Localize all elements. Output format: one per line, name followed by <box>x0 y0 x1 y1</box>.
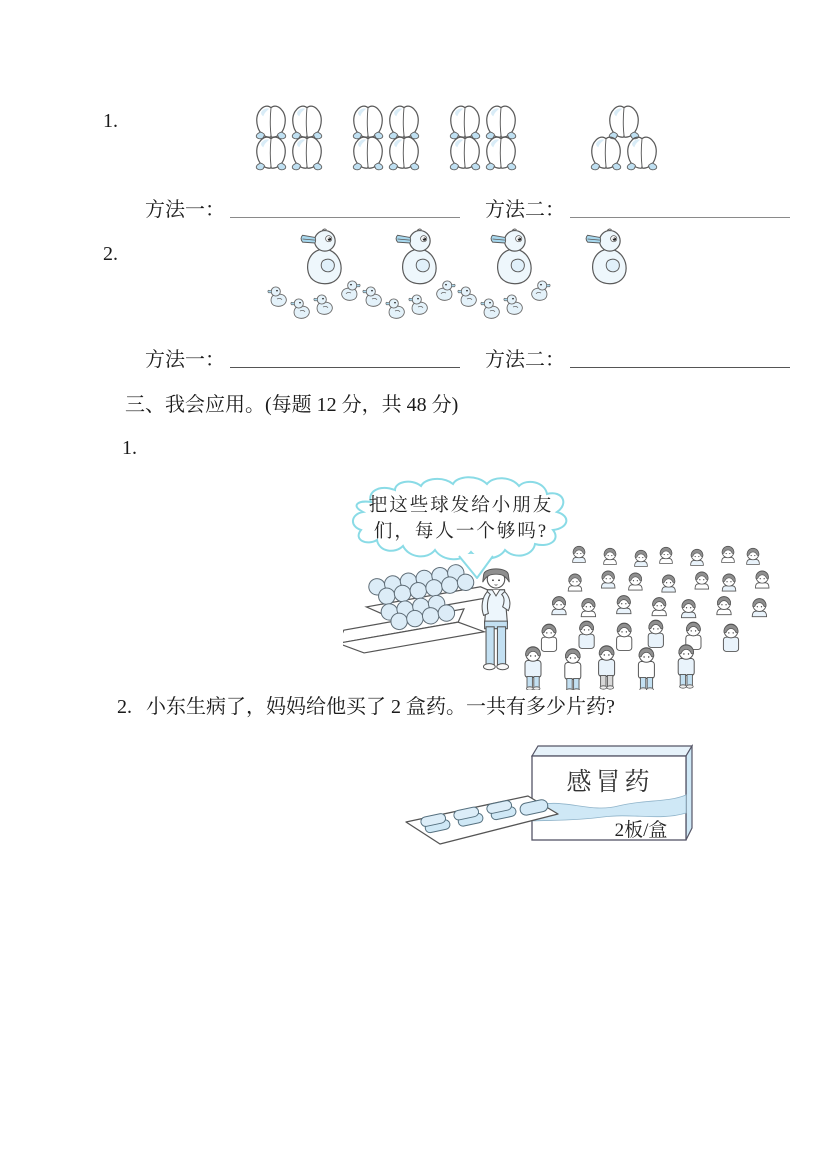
peach-icon <box>587 134 625 172</box>
child-figure <box>617 596 631 614</box>
medicine-box-title: 感冒药 <box>566 769 654 796</box>
method2-label: 方法二： <box>485 199 565 221</box>
child-figure <box>722 574 736 591</box>
app1-number: 1. <box>122 437 137 459</box>
child-figure <box>652 598 666 616</box>
duckling-icon <box>480 296 505 321</box>
child-figure <box>599 646 615 689</box>
method1-label: 方法一： <box>145 199 225 221</box>
peach-group <box>588 103 660 183</box>
peach-group <box>253 103 325 183</box>
duckling-icon <box>336 278 361 303</box>
duck-family-group <box>278 228 373 336</box>
duckling-icon <box>362 284 387 309</box>
child-figure <box>525 647 541 690</box>
child-figure <box>722 546 735 562</box>
duckling-icon <box>457 284 482 309</box>
child-figure <box>552 597 566 615</box>
child-figure <box>752 599 766 617</box>
duckling-icon <box>267 284 292 309</box>
problem2-method-row <box>0 343 827 373</box>
duckling-icon <box>431 278 456 303</box>
mother-duck-icon <box>579 228 639 288</box>
duckling-icon <box>313 292 338 317</box>
child-figure <box>717 597 731 615</box>
child-figure <box>660 547 673 563</box>
child-figure <box>755 571 769 588</box>
duck-family-group <box>468 228 563 336</box>
method1-answer-line <box>230 343 460 368</box>
app2-question-text: 小东生病了，妈妈给他买了 2 盒药。一共有多少片药? <box>146 696 615 718</box>
medicine-box-illustration <box>398 740 700 872</box>
child-figure <box>662 575 676 592</box>
method2-answer-line <box>570 343 790 368</box>
problem1-method-row <box>0 193 827 223</box>
method2-label: 方法二： <box>485 349 565 371</box>
peach-group <box>447 103 519 183</box>
peach-icon <box>623 134 661 172</box>
peach-icon <box>252 134 290 172</box>
child-figure <box>691 549 704 565</box>
speech-line-1: 把这些球发给小朋友 <box>368 496 554 516</box>
child-figure <box>579 621 594 648</box>
child-figure <box>581 599 595 617</box>
child-figure <box>681 600 695 618</box>
balls-and-children-illustration <box>343 476 779 690</box>
child-figure <box>629 573 643 590</box>
duckling-icon <box>526 278 551 303</box>
medicine-box-spec: 2板/盒 <box>614 820 668 841</box>
duckling-icon <box>408 292 433 317</box>
child-figure <box>638 648 654 690</box>
duck-family-group <box>373 228 468 336</box>
problem1-number: 1. <box>103 110 118 132</box>
problem2-ducks <box>278 228 658 336</box>
child-figure <box>648 620 663 647</box>
children-crowd <box>525 546 769 690</box>
section3-heading: 三、我会应用。(每题 12 分，共 48 分) <box>125 394 459 416</box>
teacher-figure <box>482 569 510 670</box>
peach-group <box>350 103 422 183</box>
method2-answer-line <box>570 193 790 218</box>
child-figure <box>747 548 760 564</box>
problem2-number: 2. <box>103 243 118 265</box>
peach-icon <box>482 134 520 172</box>
problem1-peaches <box>253 103 660 183</box>
speech-line-2: 们，每人一个够吗? <box>373 522 549 542</box>
child-figure <box>604 548 617 564</box>
method1-label: 方法一： <box>145 349 225 371</box>
child-figure <box>568 574 582 591</box>
child-figure <box>678 645 694 688</box>
peach-icon <box>349 134 387 172</box>
app2-question-line <box>117 690 615 719</box>
medicine-box <box>532 746 692 841</box>
child-figure <box>601 571 615 588</box>
child-figure <box>565 649 581 690</box>
child-figure <box>541 624 556 651</box>
method1-answer-line <box>230 193 460 218</box>
child-figure <box>573 546 586 562</box>
child-figure <box>695 572 709 589</box>
duck-family-group <box>563 228 658 336</box>
duckling-icon <box>503 292 528 317</box>
peach-icon <box>288 134 326 172</box>
peach-icon <box>446 134 484 172</box>
duckling-icon <box>290 296 315 321</box>
child-figure <box>617 623 632 650</box>
speech-bubble <box>353 477 566 578</box>
duckling-icon <box>385 296 410 321</box>
child-figure <box>635 550 648 566</box>
app2-number: 2. <box>117 696 132 718</box>
peach-icon <box>385 134 423 172</box>
child-figure <box>723 624 738 651</box>
